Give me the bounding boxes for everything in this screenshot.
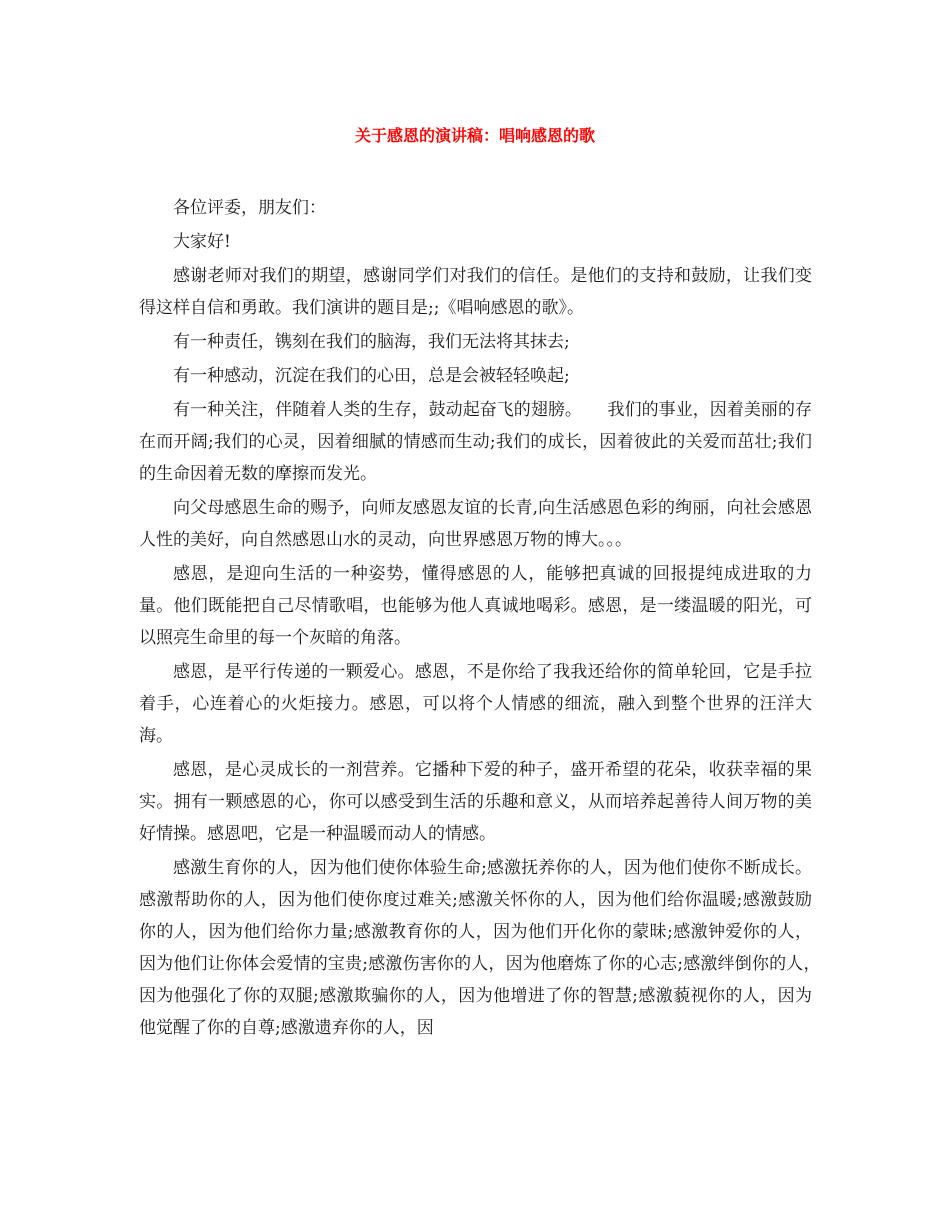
paragraph-gratitude-posture: 感恩，是迎向生活的一种姿势，懂得感恩的人，能够把真诚的回报提纯成进取的力量。他们既能把自己尽情歌唱，也能够为他人真诚地喝彩。感恩，是一缕温暖的阳光，可以照亮生命里的每一个灰暗的角落。 [139,564,812,648]
paragraph-emotion: 有一种感动，沉淀在我们的心田，总是会被轻轻唤起; [173,366,570,386]
paragraph-thanks: 感谢老师对我们的期望，感谢同学们对我们的信任。是他们的支持和鼓励，让我们变得这样自信和勇敢。我们演讲的题目是;;《唱响感恩的歌》。 [139,266,812,318]
paragraph-salutation: 各位评委，朋友们： [173,198,326,218]
paragraph-attention: 有一种关注，伴随着人类的生存，鼓动起奋飞的翅膀。 我们的事业，因着美丽的存在而开阔;我们的心灵，因着细腻的情感而生动;我们的成长，因着彼此的关爱而茁壮;我们的生命因着无数的摩擦而发光。 [139,400,812,484]
paragraph-gratitude-to: 向父母感恩生命的赐予，向师友感恩友谊的长青,向生活感恩色彩的绚丽，向社会感恩人性的美好，向自然感恩山水的灵动，向世界感恩万物的博大。。。 [139,498,812,550]
document-title: 关于感恩的演讲稿：唱响感恩的歌 [354,126,595,145]
paragraph-gratitude-heart: 感恩，是平行传递的一颗爱心。感恩，不是你给了我我还给你的简单轮回，它是手拉着手，心连着心的火炬接力。感恩，可以将个人情感的细流，融入到整个世界的汪洋大海。 [139,662,812,746]
paragraph-thank-everyone: 感激生育你的人，因为他们使你体验生命;感激抚养你的人，因为他们使你不断成长。感激帮助你的人，因为他们使你度过难关;感激关怀你的人，因为他们给你温暖;感激鼓励你的人，因为他们给你力量;感激教育你的人，因为他们开化你的蒙昧;感激钟爱你的人，因为他们让你体会爱情的宝贵;感激伤害你的人，因为他磨炼了你的心志;感激绊倒你的人， 因为他强化了你的双腿;感激欺骗你的人，因为他增进了你的智慧;感激藐视你的人，因为他觉醒了你的自尊;感激遗弃你的人，因 [139,858,829,1038]
paragraph-responsibility: 有一种责任，镌刻在我们的脑海，我们无法将其抹去; [173,332,570,352]
paragraph-greeting: 大家好! [173,232,231,252]
paragraph-gratitude-nutrition: 感恩，是心灵成长的一剂营养。它播种下爱的种子，盛开希望的花朵，收获幸福的果实。拥有一颗感恩的心，你可以感受到生活的乐趣和意义，从而培养起善待人间万物的美好情操。感恩吧，它是一种温暖而动人的情感。 [139,760,812,844]
document-body [139,192,829,1046]
